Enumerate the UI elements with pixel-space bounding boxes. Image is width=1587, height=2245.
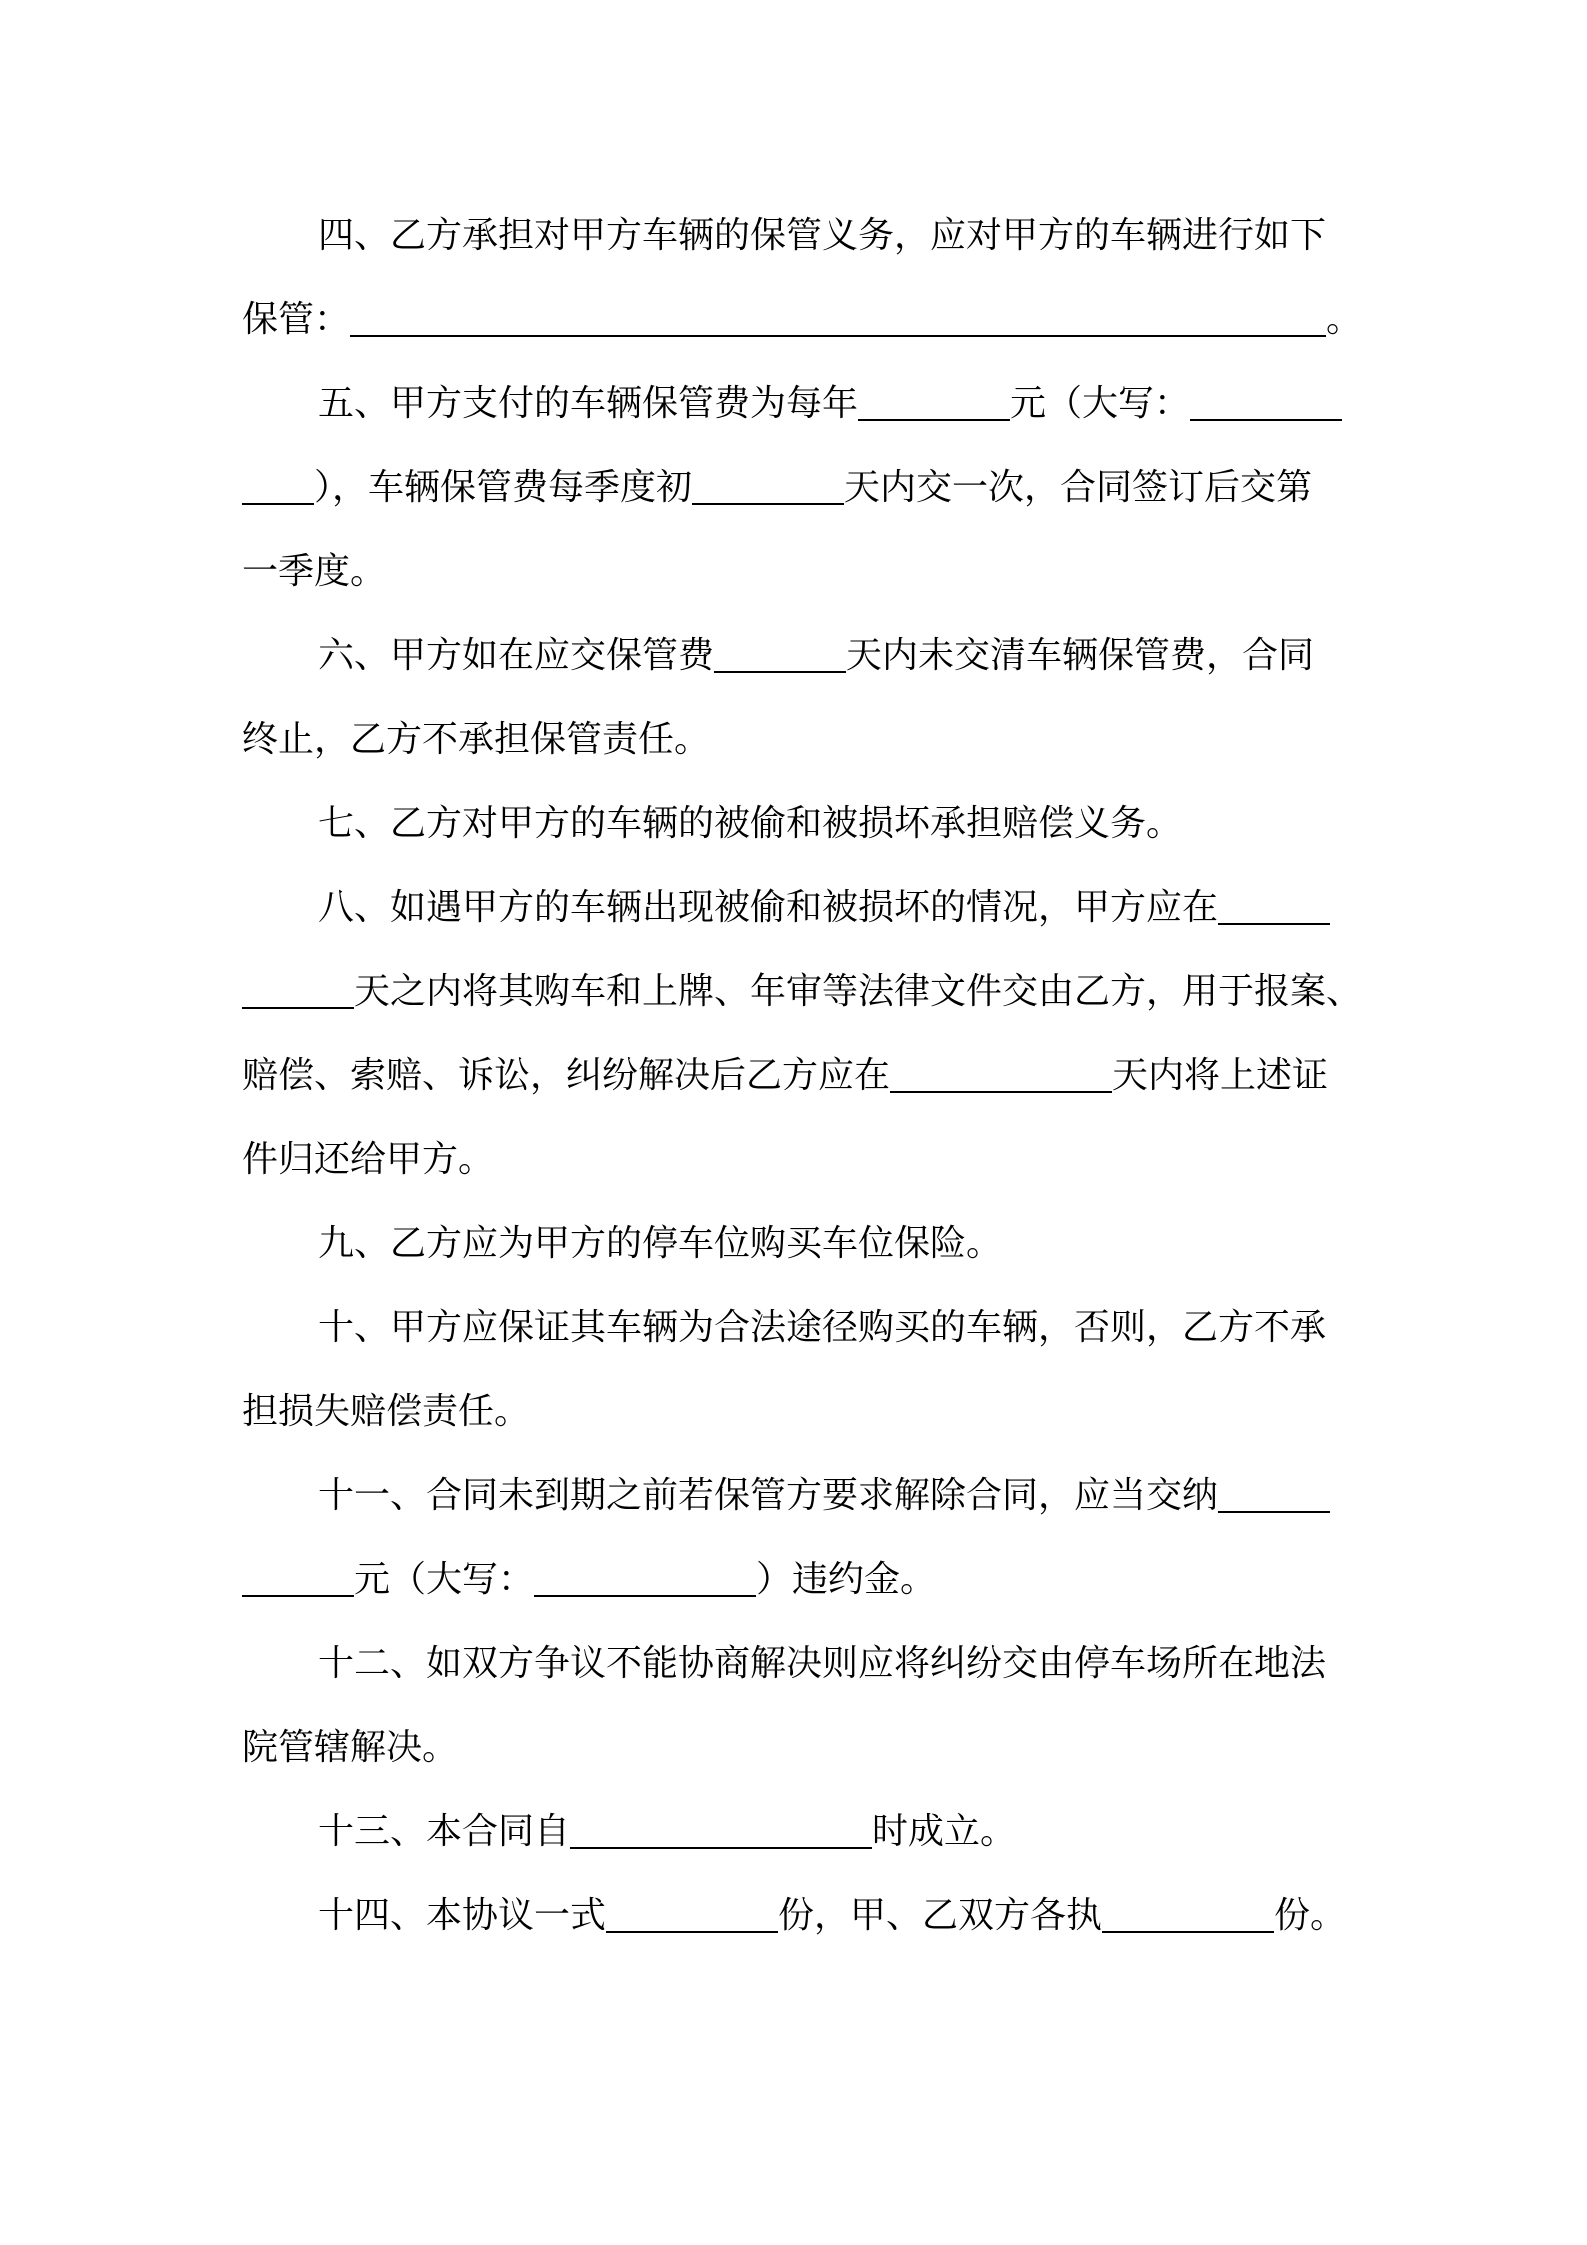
clause-10-text-2: 担损失赔偿责任。	[242, 1391, 531, 1432]
clause-8-line-3	[242, 1054, 1328, 1098]
clause-8-text-4: 天内将上述证	[1112, 1055, 1329, 1096]
clause-7-text: 七、乙方对甲方的车辆的被偷和被损坏承担赔偿义务。	[318, 803, 1183, 844]
clause-13-text-2: 时成立。	[872, 1811, 1017, 1852]
annual-fee-blank[interactable]	[858, 383, 1010, 421]
clause-8-line-4	[242, 1138, 494, 1182]
penalty-uppercase-blank[interactable]	[534, 1559, 756, 1597]
clause-5-line-3	[242, 550, 386, 594]
clause-12-text-2: 院管辖解决。	[242, 1727, 459, 1768]
clause-9-line-1	[318, 1222, 1002, 1266]
clause-11-text: 十一、合同未到期之前若保管方要求解除合同，应当交纳	[318, 1475, 1219, 1516]
clause-5-uppercase-label: 元（大写：	[1010, 383, 1191, 424]
clause-14-line-1	[318, 1894, 1346, 1938]
clause-5-text-4: 一季度。	[242, 551, 387, 592]
clause-6-line-1	[318, 634, 1314, 678]
clause-10-line-1	[318, 1306, 1326, 1350]
clause-8-line-2	[242, 970, 1362, 1014]
clause-12-text: 十二、如双方争议不能协商解决则应将纠纷交由停车场所在地法	[318, 1643, 1327, 1684]
clause-11-uppercase-label: 元（大写：	[354, 1559, 535, 1600]
clause-12-line-2	[242, 1726, 458, 1770]
clause-14-text-3: 份。	[1274, 1895, 1347, 1936]
clause-6-text-2: 天内未交清车辆保管费，合同	[846, 635, 1315, 676]
clause-6-text: 六、甲方如在应交保管费	[318, 635, 715, 676]
annual-fee-uppercase-blank-cont[interactable]	[242, 467, 314, 505]
clause-12-line-1	[318, 1642, 1326, 1686]
clause-14-text: 十四、本协议一式	[318, 1895, 607, 1936]
clause-13-line-1	[318, 1810, 1016, 1854]
clause-14-text-2: 份，甲、乙双方各执	[778, 1895, 1103, 1936]
return-days-blank[interactable]	[890, 1055, 1112, 1093]
copies-each-blank[interactable]	[1102, 1895, 1274, 1933]
clause-5-line-2	[242, 466, 1312, 510]
clause-4-line-2	[242, 298, 1362, 342]
effective-date-blank[interactable]	[570, 1811, 872, 1849]
report-days-blank[interactable]	[1218, 887, 1330, 925]
clause-5-line-1	[318, 382, 1342, 426]
storage-terms-blank[interactable]	[350, 299, 1326, 337]
clause-8-text: 八、如遇甲方的车辆出现被偷和被损坏的情况，甲方应在	[318, 887, 1219, 928]
clause-11-line-1	[318, 1474, 1330, 1518]
report-days-blank-cont[interactable]	[242, 971, 354, 1009]
clause-6-line-2	[242, 718, 710, 762]
clause-4-end: 。	[1326, 299, 1363, 340]
clause-8-text-2: 天之内将其购车和上牌、年审等法律文件交由乙方，用于报案、	[354, 971, 1363, 1012]
clause-5-text: 五、甲方支付的车辆保管费为每年	[318, 383, 859, 424]
clause-9-text: 九、乙方应为甲方的停车位购买车位保险。	[318, 1223, 1003, 1264]
penalty-amount-blank-cont[interactable]	[242, 1559, 354, 1597]
clause-4-text: 四、乙方承担对甲方车辆的保管义务，应对甲方的车辆进行如下	[318, 215, 1327, 256]
clause-8-line-1	[318, 886, 1330, 930]
clause-4-line-1	[318, 214, 1326, 258]
clause-11-line-2	[242, 1558, 936, 1602]
quarter-days-blank[interactable]	[692, 467, 844, 505]
clause-5-text-2: ），车辆保管费每季度初	[314, 467, 693, 508]
clause-4-label: 保管：	[242, 299, 351, 340]
clause-13-text: 十三、本合同自	[318, 1811, 571, 1852]
penalty-amount-blank[interactable]	[1218, 1475, 1330, 1513]
clause-8-text-5: 件归还给甲方。	[242, 1139, 495, 1180]
clause-6-text-3: 终止，乙方不承担保管责任。	[242, 719, 711, 760]
clause-8-text-3: 赔偿、索赔、诉讼，纠纷解决后乙方应在	[242, 1055, 891, 1096]
clause-10-text: 十、甲方应保证其车辆为合法途径购买的车辆，否则，乙方不承	[318, 1307, 1327, 1348]
copies-total-blank[interactable]	[606, 1895, 778, 1933]
clause-10-line-2	[242, 1390, 530, 1434]
clause-5-text-3: 天内交一次，合同签订后交第	[844, 467, 1313, 508]
clause-11-text-2: ）违约金。	[756, 1559, 937, 1600]
overdue-days-blank[interactable]	[714, 635, 846, 673]
annual-fee-uppercase-blank[interactable]	[1190, 383, 1342, 421]
clause-7-line-1	[318, 802, 1182, 846]
